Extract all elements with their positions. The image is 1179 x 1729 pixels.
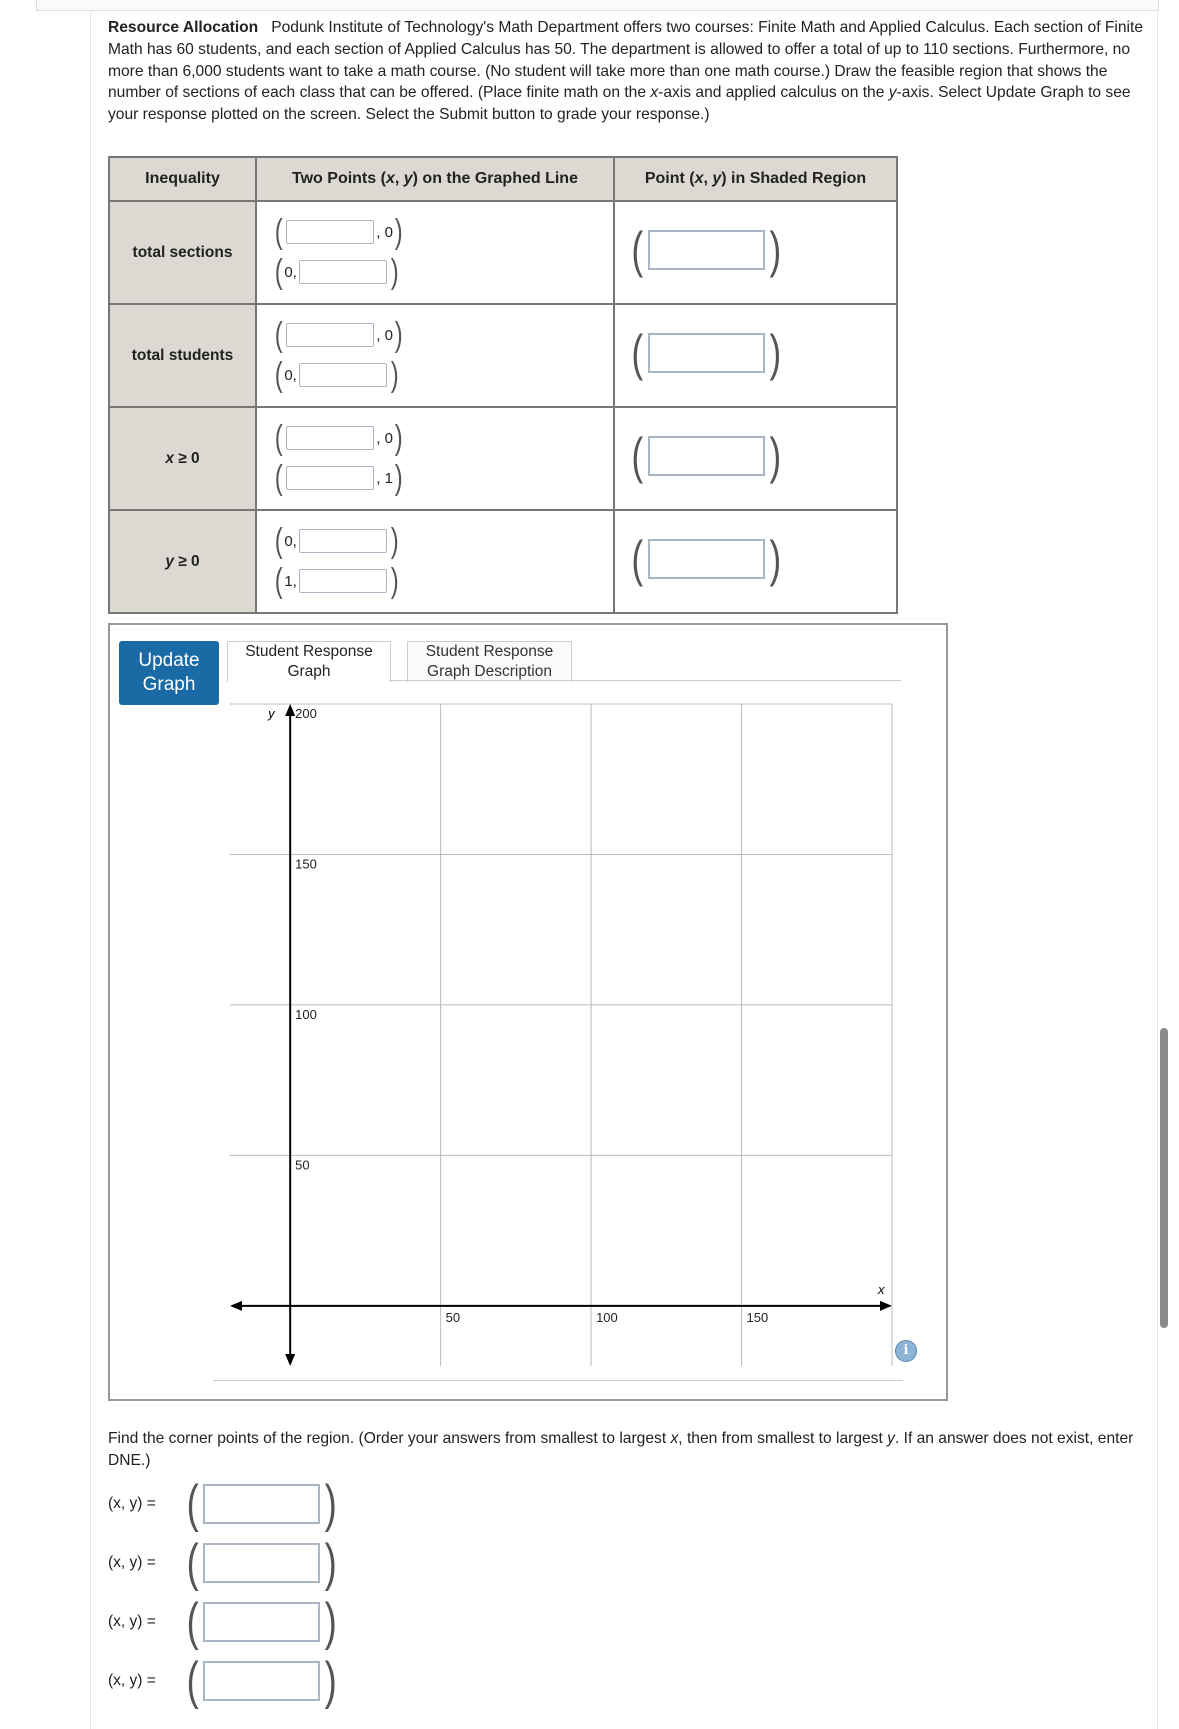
corner-label: (x, y) = bbox=[108, 1554, 156, 1571]
const-suffix: , 0 bbox=[376, 223, 394, 241]
paren-open: ( bbox=[631, 222, 644, 278]
point-pair bbox=[273, 563, 400, 599]
graph-axes bbox=[230, 704, 892, 1366]
table-row bbox=[109, 407, 897, 510]
info-icon[interactable]: i bbox=[895, 1340, 917, 1362]
y-axis-arrow-down bbox=[285, 1354, 295, 1366]
header-shaded-x: x bbox=[694, 170, 704, 187]
content-left-border bbox=[90, 10, 91, 1729]
two-points-cell bbox=[256, 201, 614, 304]
y-axis-label: y bbox=[268, 706, 275, 721]
corner-label: (x, y) = bbox=[108, 1672, 156, 1689]
x-tick-label: 100 bbox=[596, 1309, 618, 1325]
corner-point-input[interactable] bbox=[203, 1484, 320, 1524]
paren-close: ) bbox=[390, 253, 399, 291]
paren-close: ) bbox=[390, 522, 399, 560]
two-points-cell bbox=[256, 407, 614, 510]
const-suffix: , 1 bbox=[376, 469, 394, 487]
x-input[interactable] bbox=[286, 426, 374, 450]
paren-close: ) bbox=[394, 459, 403, 497]
problem-statement bbox=[108, 17, 1148, 126]
row-label: total sections bbox=[109, 201, 256, 304]
x-axis-arrow-left bbox=[230, 1301, 242, 1311]
tab-graph-description[interactable]: Student Response Graph Description bbox=[407, 641, 572, 682]
row-label bbox=[109, 510, 256, 613]
paren-close: ) bbox=[324, 1593, 338, 1651]
y-input[interactable] bbox=[299, 363, 387, 387]
x-tick-label: 50 bbox=[445, 1309, 461, 1325]
y-tick-label: 150 bbox=[295, 856, 317, 872]
corner-point-row bbox=[108, 1593, 340, 1651]
paren-open: ( bbox=[274, 562, 283, 600]
const-prefix: 0, bbox=[284, 532, 297, 550]
x-axis-label: x bbox=[878, 1281, 885, 1297]
y-tick-label: 50 bbox=[295, 1157, 310, 1173]
shaded-point-cell bbox=[614, 201, 897, 304]
two-points-cell bbox=[256, 510, 614, 613]
graph-bottom-divider bbox=[213, 1380, 903, 1381]
update-graph-button[interactable]: Update Graph bbox=[119, 641, 219, 705]
paren-close: ) bbox=[394, 419, 403, 457]
point-pair bbox=[273, 420, 404, 456]
paren-open: ( bbox=[274, 522, 283, 560]
x-axis-arrow-right bbox=[880, 1301, 892, 1311]
inequality-table bbox=[108, 156, 898, 614]
x-input[interactable] bbox=[286, 220, 374, 244]
shaded-point-pair bbox=[629, 533, 783, 585]
row-label bbox=[109, 407, 256, 510]
const-prefix: 0, bbox=[284, 366, 297, 384]
paren-open: ( bbox=[274, 419, 283, 457]
y-input[interactable] bbox=[299, 260, 387, 284]
paren-open: ( bbox=[631, 531, 644, 587]
const-prefix: 1, bbox=[284, 572, 297, 590]
header-two-points-y: y bbox=[403, 170, 413, 187]
paren-open: ( bbox=[186, 1652, 199, 1710]
shaded-point-input[interactable] bbox=[648, 436, 765, 476]
y-input[interactable] bbox=[299, 529, 387, 553]
y-axis-arrow-up bbox=[285, 704, 295, 716]
point-pair bbox=[273, 523, 400, 559]
x-tick-label: 150 bbox=[746, 1309, 769, 1325]
table-row bbox=[109, 304, 897, 407]
paren-close: ) bbox=[769, 428, 781, 484]
graph-tick-labels bbox=[267, 706, 885, 1325]
header-two-points-sep: , bbox=[394, 170, 404, 187]
corner-instr-x: x bbox=[670, 1430, 679, 1447]
paren-open: ( bbox=[631, 325, 644, 381]
const-prefix: 0, bbox=[284, 263, 297, 281]
paren-close: ) bbox=[390, 356, 399, 394]
paren-open: ( bbox=[274, 316, 283, 354]
paren-open: ( bbox=[274, 253, 283, 291]
paren-close: ) bbox=[324, 1652, 338, 1710]
problem-x-var: x bbox=[650, 84, 659, 102]
shaded-point-input[interactable] bbox=[648, 230, 765, 270]
content-right-border bbox=[1157, 10, 1158, 1729]
shaded-point-pair bbox=[629, 327, 783, 379]
graph-grid bbox=[230, 704, 892, 1366]
corner-label: (x, y) = bbox=[108, 1613, 156, 1630]
corner-point-input[interactable] bbox=[203, 1661, 320, 1701]
shaded-point-cell bbox=[614, 407, 897, 510]
two-points-cell bbox=[256, 304, 614, 407]
header-two-points-a: Two Points ( bbox=[292, 170, 386, 187]
const-suffix: , 0 bbox=[376, 326, 394, 344]
tab-student-response-graph[interactable]: Student Response Graph bbox=[227, 641, 391, 682]
shaded-point-input[interactable] bbox=[648, 539, 765, 579]
paren-close: ) bbox=[394, 316, 403, 354]
point-pair bbox=[273, 214, 404, 250]
paren-close: ) bbox=[769, 531, 781, 587]
header-two-points bbox=[256, 157, 614, 201]
shaded-point-cell bbox=[614, 304, 897, 407]
paren-open: ( bbox=[274, 213, 283, 251]
corner-instr-3: . If an answer does not exist, enter DNE.) bbox=[108, 1430, 1134, 1469]
problem-text-3: -axis. Select Update Graph to see your response plotted on the screen. Select the Submit button to grade your response.) bbox=[108, 84, 1131, 124]
corner-point-row bbox=[108, 1652, 340, 1710]
corner-point-input[interactable] bbox=[203, 1602, 320, 1642]
problem-text-2: -axis and applied calculus on the bbox=[658, 84, 889, 102]
y-input[interactable] bbox=[299, 569, 387, 593]
point-pair bbox=[273, 317, 404, 353]
y-tick-label: 100 bbox=[295, 1006, 317, 1022]
paren-open: ( bbox=[186, 1593, 199, 1651]
corner-points-instruction bbox=[108, 1428, 1148, 1472]
paren-close: ) bbox=[324, 1534, 338, 1592]
scrollbar-thumb[interactable] bbox=[1160, 1028, 1168, 1328]
row-label-var: y bbox=[165, 552, 174, 570]
paren-open: ( bbox=[274, 459, 283, 497]
shaded-point-pair bbox=[629, 430, 783, 482]
point-pair bbox=[273, 254, 400, 290]
row-label-rest: ≥ 0 bbox=[173, 449, 200, 467]
header-two-points-b: ) on the Graphed Line bbox=[412, 170, 578, 187]
paren-close: ) bbox=[769, 222, 781, 278]
table-row bbox=[109, 201, 897, 304]
response-graph[interactable] bbox=[200, 690, 920, 1380]
paren-close: ) bbox=[769, 325, 781, 381]
corner-instr-1: Find the corner points of the region. (Order your answers from smallest to largest bbox=[108, 1430, 671, 1447]
x-input[interactable] bbox=[286, 466, 374, 490]
tab-underline bbox=[389, 680, 901, 681]
point-pair bbox=[273, 460, 404, 496]
corner-instr-2: , then from smallest to largest bbox=[678, 1430, 888, 1447]
header-two-points-x: x bbox=[385, 170, 395, 187]
header-shaded-a: Point ( bbox=[644, 170, 695, 187]
corner-point-row bbox=[108, 1534, 340, 1592]
paren-open: ( bbox=[274, 356, 283, 394]
paren-open: ( bbox=[631, 428, 644, 484]
header-shaded-point bbox=[614, 157, 897, 201]
problem-title: Resource Allocation bbox=[108, 19, 259, 36]
row-label-var: x bbox=[165, 449, 174, 467]
row-label: total students bbox=[109, 304, 256, 407]
header-shaded-b: ) in Shaded Region bbox=[721, 170, 867, 187]
paren-close: ) bbox=[394, 213, 403, 251]
corner-label: (x, y) = bbox=[108, 1495, 156, 1512]
header-inequality: Inequality bbox=[109, 157, 256, 201]
paren-close: ) bbox=[324, 1475, 338, 1533]
header-shaded-y: y bbox=[712, 170, 722, 187]
corner-point-input[interactable] bbox=[203, 1543, 320, 1583]
problem-y-var: y bbox=[888, 84, 897, 102]
shaded-point-cell bbox=[614, 510, 897, 613]
header-shaded-sep: , bbox=[703, 170, 713, 187]
corner-instr-y: y bbox=[887, 1430, 895, 1447]
table-row bbox=[109, 510, 897, 613]
x-input[interactable] bbox=[286, 323, 374, 347]
paren-open: ( bbox=[186, 1534, 199, 1592]
corner-point-row bbox=[108, 1475, 340, 1533]
paren-close: ) bbox=[390, 562, 399, 600]
y-tick-label: 200 bbox=[295, 706, 317, 721]
row-label-rest: ≥ 0 bbox=[173, 552, 200, 570]
problem-text: Podunk Institute of Technology's Math Department offers two courses: Finite Math and Applied Calculus. Each section of Finite Math has 60 students, and each section of Applied Calculus has 50. The department is allowed to offer a total of up to 110 sections. Furthermore, no more than 6,000 students want to take a math course. (No student will take more than one math course.) Draw the feasible region that shows the number of sections of each class that can be offered. (Place finite math on the bbox=[108, 19, 1143, 102]
const-suffix: , 0 bbox=[376, 429, 394, 447]
paren-open: ( bbox=[186, 1475, 199, 1533]
point-pair bbox=[273, 357, 400, 393]
shaded-point-input[interactable] bbox=[648, 333, 765, 373]
shaded-point-pair bbox=[629, 224, 783, 276]
page-top-frame bbox=[36, 0, 1159, 11]
